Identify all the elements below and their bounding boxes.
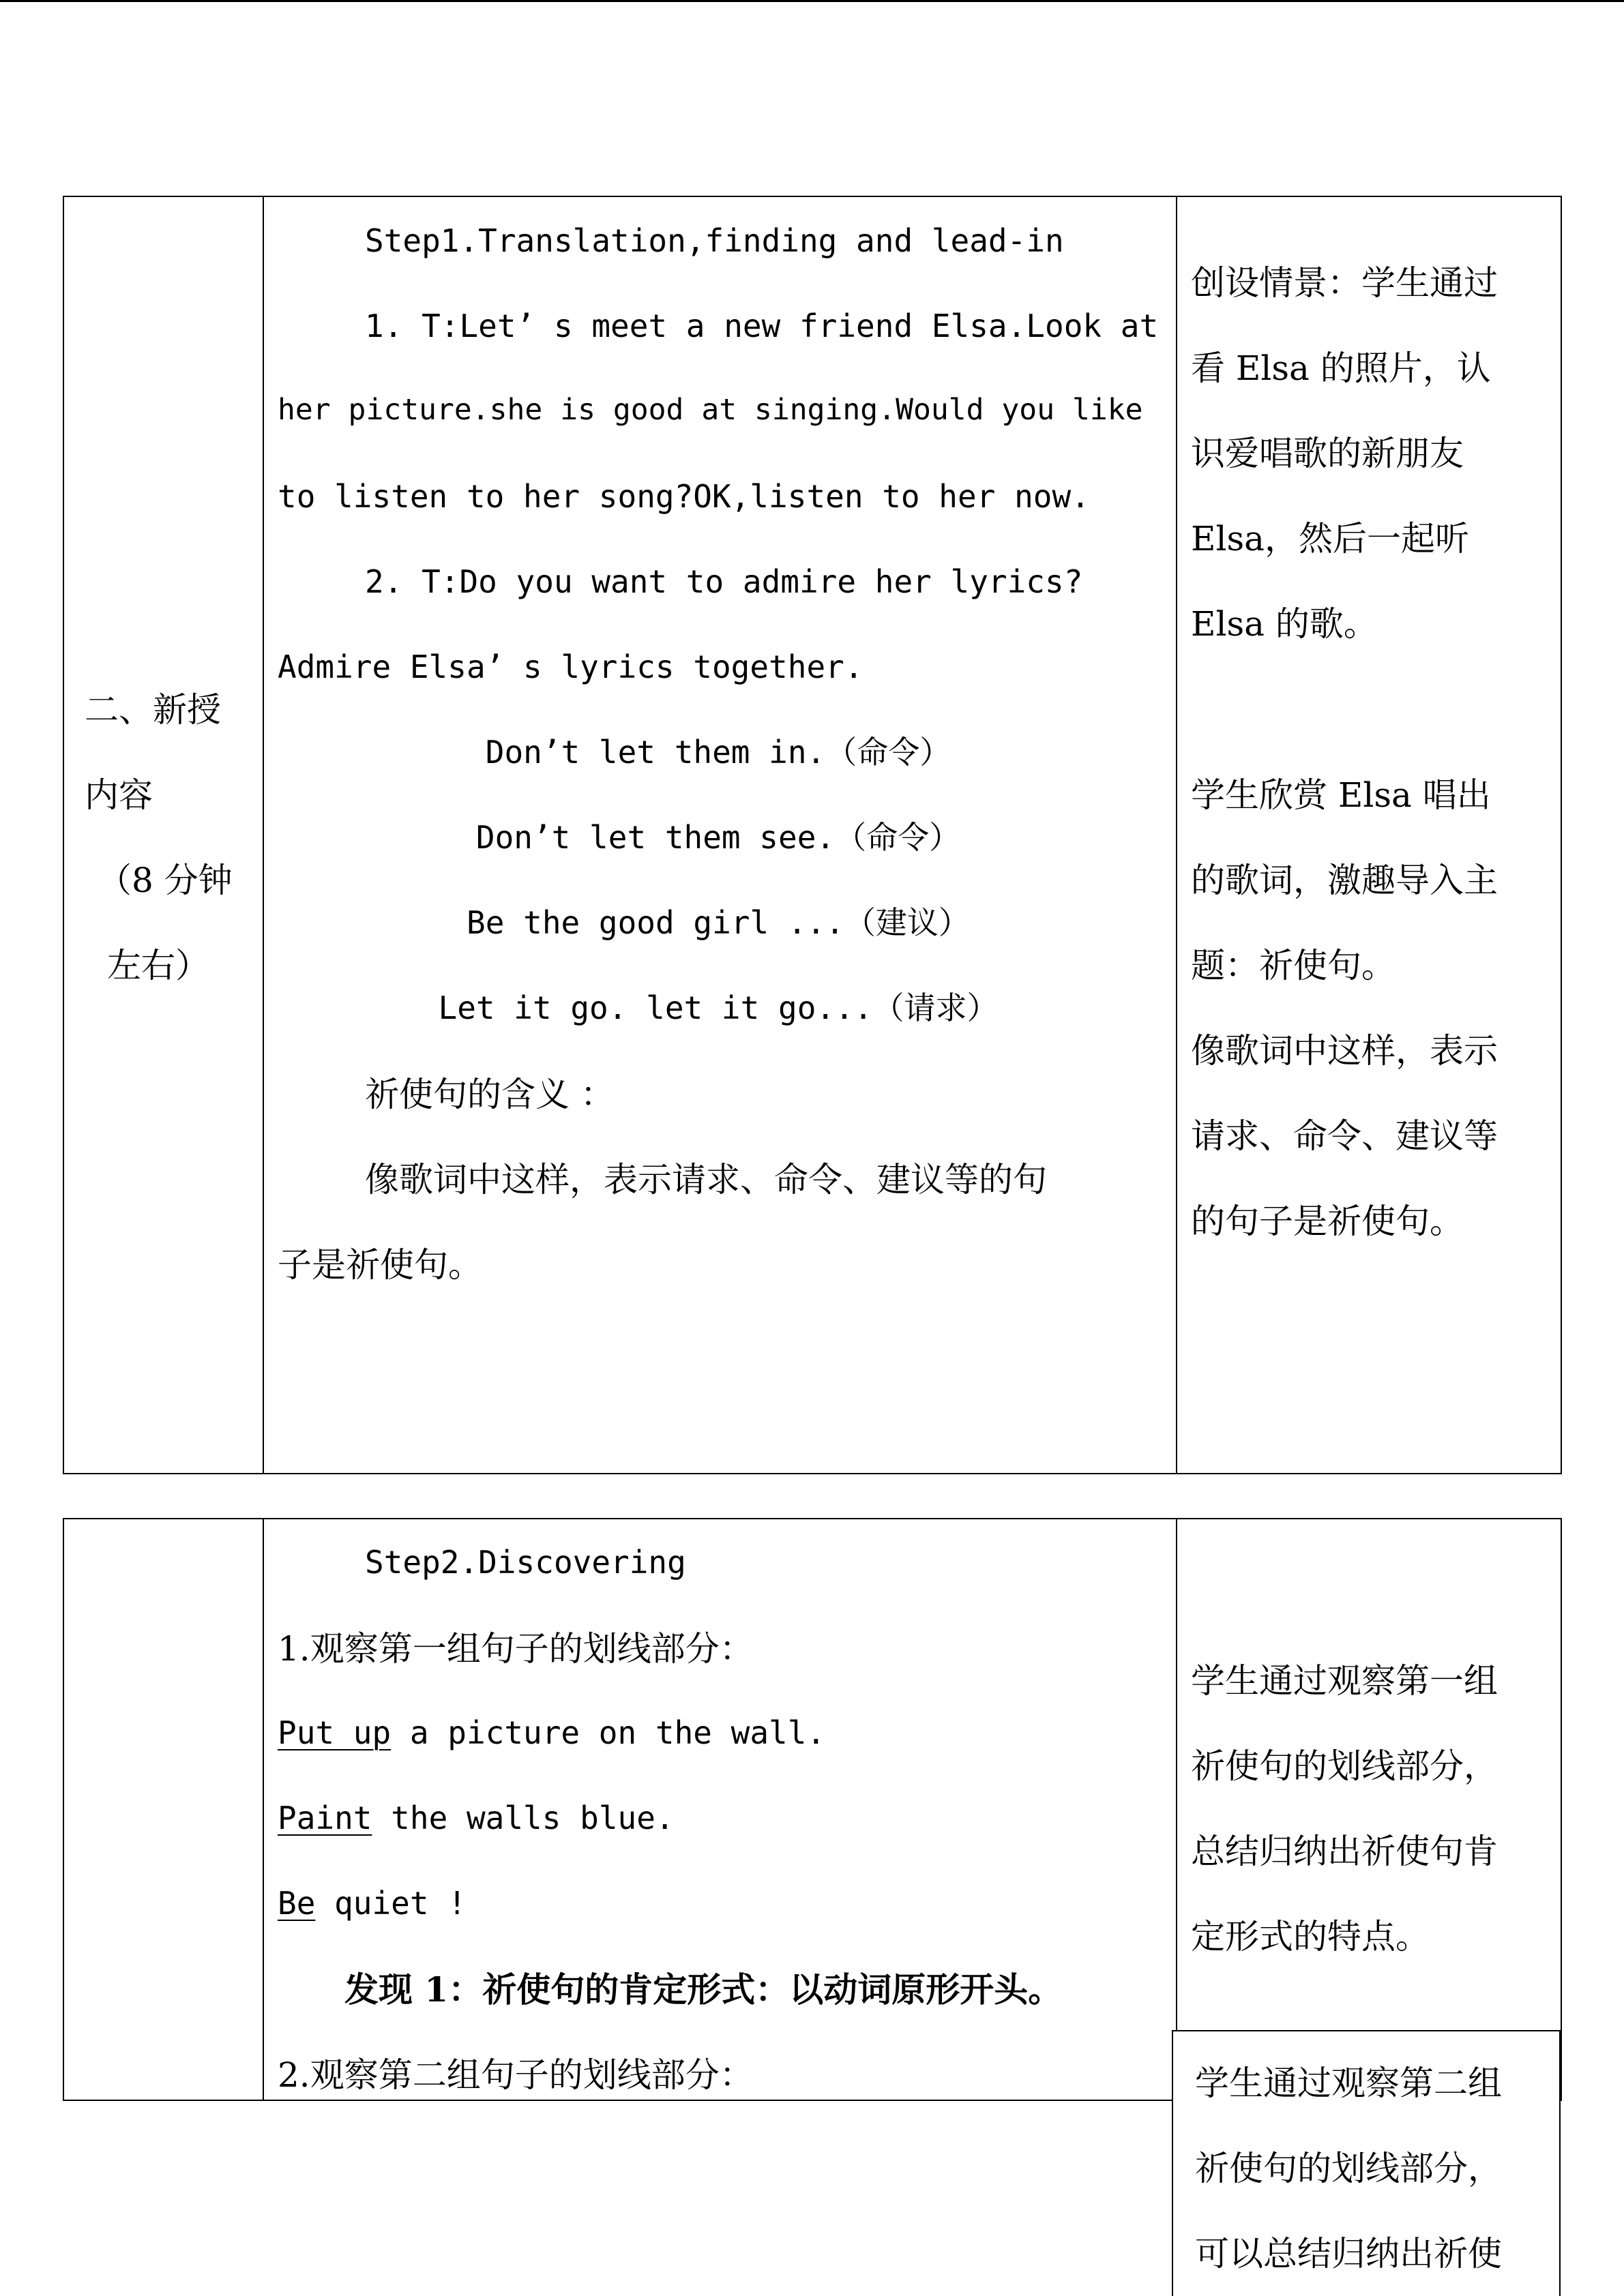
step1-para1-line1: 1. T:Let’ s meet a new friend Elsa.Look at [365,308,1159,344]
sentence-1 [278,1714,826,1751]
note1-a4: Elsa，然后一起听 [1191,519,1469,558]
note2-a3: 总结归纳出祈使句肯 [1191,1832,1498,1871]
step1-para2-line2: Admire Elsa’ s lyrics together. [278,648,863,685]
note1-a1: 创设情景：学生通过 [1191,263,1498,303]
note2-c3: 可以总结归纳出祈使 [1195,2234,1502,2273]
note1-b2: 的歌词，激趣导入主 [1191,861,1498,900]
meaning-line2: 子是祈使句。 [278,1245,482,1285]
lyric-line-3: Be the good girl ...（建议） [467,904,970,941]
note2-a2: 祈使句的划线部分， [1191,1746,1498,1786]
lyric-line-4: Let it go. let it go...（请求） [438,989,999,1026]
sentence-3-rest: quiet ! [315,1885,467,1922]
step2-question1: 1.观察第一组句子的划线部分： [278,1629,754,1669]
sentence-3 [278,1885,467,1922]
section-label-line4: 左右） [107,946,209,985]
finding-1: 发现 1：祈使句的肯定形式：以动词原形开头。 [344,1969,1063,2010]
sentence-2-verb: Paint [278,1800,372,1836]
sentence-3-verb: Be [278,1885,316,1922]
step2-title: Step2.Discovering [365,1544,686,1581]
note1-a5: Elsa 的歌。 [1191,604,1378,644]
note1-a2: 看 Elsa 的照片，认 [1191,348,1491,388]
lyric-line-1: Don’t let them in.（命令） [485,734,951,771]
note1-b5: 请求、命令、建议等 [1191,1116,1498,1156]
sentence-2 [278,1802,675,1834]
sentence-2-rest: the walls blue. [372,1800,675,1836]
column-divider-2 [1176,1519,1177,2100]
meaning-title: 祈使句的含义 ： [365,1075,615,1114]
sentence-1-rest: a picture on the wall. [391,1714,826,1751]
top-rule [0,0,1624,2]
section-label-line1: 二、新授 [85,690,221,730]
step1-title: Step1.Translation,finding and lead-in [365,222,1064,259]
note1-b3: 题：祈使句。 [1191,946,1396,985]
note2-c1: 学生通过观察第二组 [1195,2063,1502,2103]
note1-b1: 学生欣赏 Elsa 唱出 [1191,775,1491,815]
note2-c2: 祈使句的划线部分， [1195,2149,1502,2188]
step1-para1-line3: to listen to her song?OK,listen to her now. [278,478,1090,515]
note1-a3: 识爱唱歌的新朋友 [1191,434,1464,473]
step1-para2-line1: 2. T:Do you want to admire her lyrics? [365,563,1083,600]
meaning-line1: 像歌词中这样，表示请求、命令、建议等的句 [365,1160,1047,1199]
note1-b4: 像歌词中这样，表示 [1191,1031,1498,1071]
lyric-line-2: Don’t let them see.（命令） [475,819,961,856]
note1-b6: 的句子是祈使句。 [1191,1202,1464,1241]
section-label-line2: 内容 [85,775,153,815]
step1-para1-line2: her picture.she is good at singing.Would you like [278,393,1143,427]
column-divider-1 [263,1519,264,2100]
column-divider-2 [1176,197,1177,1473]
section-label-line3: （8 分钟 [98,861,233,900]
step2-question2: 2.观察第二组句子的划线部分： [278,2055,754,2095]
note2-a1: 学生通过观察第一组 [1191,1661,1498,1701]
sentence-1-verb: Put up [278,1714,392,1751]
note2-a4: 定形式的特点。 [1191,1917,1430,1956]
